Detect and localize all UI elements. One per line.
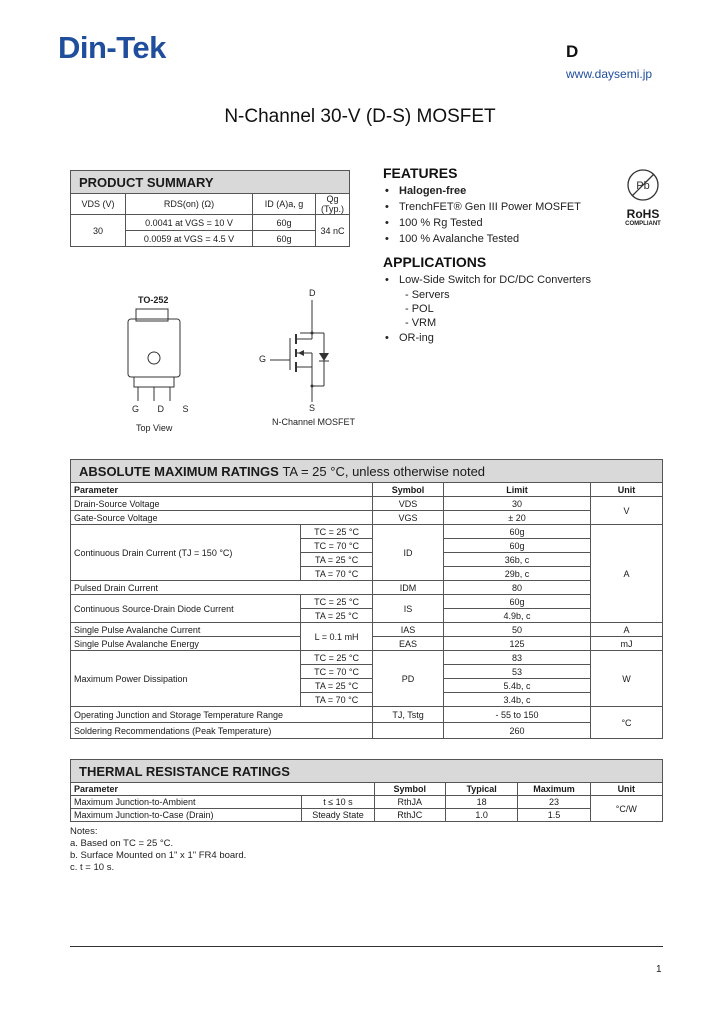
pb-text: Pb	[636, 180, 650, 192]
note-c: c. t = 10 s.	[70, 862, 115, 873]
amr-vgs-symbol: VGS	[373, 511, 444, 525]
application-item: • OR-ing	[383, 330, 643, 346]
amr-id-symbol: ID	[373, 525, 444, 581]
amr-is-symbol: IS	[373, 595, 444, 623]
amr-heading-bar	[71, 460, 663, 483]
product-summary-heading: PRODUCT SUMMARY	[71, 171, 350, 194]
amr-idm-symbol: IDM	[373, 581, 444, 595]
thermal-jc-param: Maximum Junction-to-Case (Drain)	[71, 809, 302, 822]
amr-condition: TA = 25 °C, unless otherwise noted	[282, 463, 486, 479]
amr-pd-limit-3: 5.4b, c	[444, 679, 591, 693]
application-subitem: - VRM	[405, 317, 437, 329]
amr-solder-param: Soldering Recommendations (Peak Temperature)	[71, 723, 373, 739]
thermal-col-parameter: Parameter	[71, 783, 375, 796]
symbol-drain-label: D	[309, 288, 316, 298]
amr-heading: ABSOLUTE MAXIMUM RATINGS	[79, 463, 279, 479]
amr-c-unit: °C	[591, 707, 663, 739]
amr-col-symbol: Symbol	[373, 483, 444, 497]
thermal-heading: THERMAL RESISTANCE RATINGS	[71, 760, 663, 783]
application-item: • Low-Side Switch for DC/DC Converters	[383, 272, 643, 288]
id-value-2: 60g	[253, 231, 316, 247]
thermal-resistance-table	[70, 759, 663, 822]
amr-col-parameter: Parameter	[71, 483, 373, 497]
rds-value-1: 0.0041 at VGS = 10 V	[126, 215, 253, 231]
notes-section	[70, 826, 246, 874]
amr-ias-unit: A	[591, 623, 663, 637]
amr-tj-limit: - 55 to 150	[444, 707, 591, 723]
col-rds: RDS(on) (Ω)	[126, 194, 253, 215]
applications-list	[383, 272, 643, 346]
amr-id-cond-4: TA = 70 °C	[301, 567, 373, 581]
amr-id-limit-1: 60g	[444, 525, 591, 539]
col-vds: VDS (V)	[71, 194, 126, 215]
amr-a-unit: A	[591, 525, 663, 623]
amr-is-limit-2: 4.9b, c	[444, 609, 591, 623]
amr-eas-symbol: EAS	[373, 637, 444, 651]
thermal-jc-max: 1.5	[518, 809, 590, 822]
thermal-col-unit: Unit	[590, 783, 662, 796]
package-name: TO-252	[138, 295, 169, 305]
footer-divider	[70, 946, 663, 947]
amr-tj-symbol: TJ, Tstg	[373, 707, 444, 723]
thermal-jc-cond: Steady State	[302, 809, 374, 822]
feature-item: • 100 % Rg Tested	[383, 215, 613, 231]
feature-item: • Halogen-free	[383, 183, 613, 199]
id-value-1: 60g	[253, 215, 316, 231]
notes-title: Notes:	[70, 826, 98, 837]
amr-is-param: Continuous Source-Drain Diode Current	[71, 595, 301, 623]
amr-col-unit: Unit	[591, 483, 663, 497]
amr-vds-limit: 30	[444, 497, 591, 511]
website-url[interactable]: www.daysemi.jp	[566, 67, 653, 81]
mosfet-symbol-icon	[262, 298, 342, 403]
amr-ias-param: Single Pulse Avalanche Current	[71, 623, 301, 637]
no-lead-icon	[618, 168, 668, 204]
col-id: ID (A)a, g	[253, 194, 316, 215]
feature-item: • TrenchFET® Gen III Power MOSFET	[383, 199, 613, 215]
symbol-caption: N-Channel MOSFET	[272, 417, 356, 427]
amr-pd-cond-2: TC = 70 °C	[301, 665, 373, 679]
amr-is-cond-1: TC = 25 °C	[301, 595, 373, 609]
amr-pd-param: Maximum Power Dissipation	[71, 651, 301, 707]
amr-id-limit-3: 36b, c	[444, 553, 591, 567]
rohs-compliant: COMPLIANT	[625, 221, 661, 227]
amr-pd-symbol: PD	[373, 651, 444, 707]
symbol-gate-label: G	[259, 354, 267, 364]
rds-value-2: 0.0059 at VGS = 4.5 V	[126, 231, 253, 247]
package-view-label: Top View	[136, 423, 173, 433]
amr-pd-limit-2: 53	[444, 665, 591, 679]
page-number: 1	[656, 964, 662, 975]
amr-is-limit-1: 60g	[444, 595, 591, 609]
amr-is-cond-2: TA = 25 °C	[301, 609, 373, 623]
thermal-unit: °C/W	[590, 796, 662, 822]
amr-pd-limit-4: 3.4b, c	[444, 693, 591, 707]
amr-pd-cond-1: TC = 25 °C	[301, 651, 373, 665]
feature-item: • 100 % Avalanche Tested	[383, 231, 613, 247]
package-pins: G D S	[132, 404, 197, 414]
part-letter: D	[566, 42, 579, 61]
absolute-max-ratings-table	[70, 459, 663, 739]
rohs-badge	[618, 168, 668, 228]
application-subitem: - POL	[405, 303, 434, 315]
amr-vgs-limit: ± 20	[444, 511, 591, 525]
amr-id-param: Continuous Drain Current (TJ = 150 °C)	[71, 525, 301, 581]
thermal-jc-symbol: RthJC	[374, 809, 445, 822]
amr-mj-unit: mJ	[591, 637, 663, 651]
qg-value: 34 nC	[316, 215, 350, 247]
amr-id-limit-4: 29b, c	[444, 567, 591, 581]
thermal-jc-typical: 1.0	[445, 809, 517, 822]
amr-eas-param: Single Pulse Avalanche Energy	[71, 637, 301, 651]
amr-col-limit: Limit	[444, 483, 591, 497]
amr-id-cond-2: TC = 70 °C	[301, 539, 373, 553]
thermal-ja-cond: t ≤ 10 s	[302, 796, 374, 809]
amr-vds-symbol: VDS	[373, 497, 444, 511]
amr-ias-limit: 50	[444, 623, 591, 637]
amr-id-cond-1: TC = 25 °C	[301, 525, 373, 539]
thermal-col-symbol: Symbol	[374, 783, 445, 796]
amr-id-limit-2: 60g	[444, 539, 591, 553]
amr-pd-limit-1: 83	[444, 651, 591, 665]
thermal-col-typical: Typical	[445, 783, 517, 796]
amr-id-cond-3: TA = 25 °C	[301, 553, 373, 567]
amr-vgs-param: Gate-Source Voltage	[71, 511, 373, 525]
features-list	[383, 183, 613, 247]
note-a: a. Based on TC = 25 °C.	[70, 838, 174, 849]
amr-idm-limit: 80	[444, 581, 591, 595]
thermal-ja-symbol: RthJA	[374, 796, 445, 809]
amr-w-unit: W	[591, 651, 663, 707]
product-summary-table	[70, 170, 350, 247]
symbol-source-label: S	[309, 403, 316, 413]
amr-eas-limit: 125	[444, 637, 591, 651]
note-b: b. Surface Mounted on 1" x 1" FR4 board.	[70, 850, 247, 861]
thermal-ja-typical: 18	[445, 796, 517, 809]
col-qg: Qg (Typ.)	[316, 194, 350, 215]
amr-pd-cond-4: TA = 70 °C	[301, 693, 373, 707]
amr-idm-param: Pulsed Drain Current	[71, 581, 373, 595]
vds-value: 30	[71, 215, 126, 247]
application-subitem: - Servers	[405, 289, 450, 301]
thermal-ja-max: 23	[518, 796, 590, 809]
amr-l-cond: L = 0.1 mH	[301, 623, 373, 651]
thermal-ja-param: Maximum Junction-to-Ambient	[71, 796, 302, 809]
amr-vds-param: Drain-Source Voltage	[71, 497, 373, 511]
to252-package-icon	[122, 305, 192, 405]
features-heading: FEATURES	[383, 165, 458, 181]
thermal-col-maximum: Maximum	[518, 783, 590, 796]
amr-pd-cond-3: TA = 25 °C	[301, 679, 373, 693]
amr-ias-symbol: IAS	[373, 623, 444, 637]
rohs-text: RoHS	[626, 207, 660, 221]
page-title: N-Channel 30-V (D-S) MOSFET	[224, 106, 496, 127]
amr-tj-param: Operating Junction and Storage Temperature Range	[71, 707, 373, 723]
brand-logo: Din-Tek	[58, 30, 166, 65]
amr-solder-symbol	[373, 723, 444, 739]
amr-solder-limit: 260	[444, 723, 591, 739]
amr-v-unit: V	[591, 497, 663, 525]
applications-heading: APPLICATIONS	[383, 254, 487, 270]
